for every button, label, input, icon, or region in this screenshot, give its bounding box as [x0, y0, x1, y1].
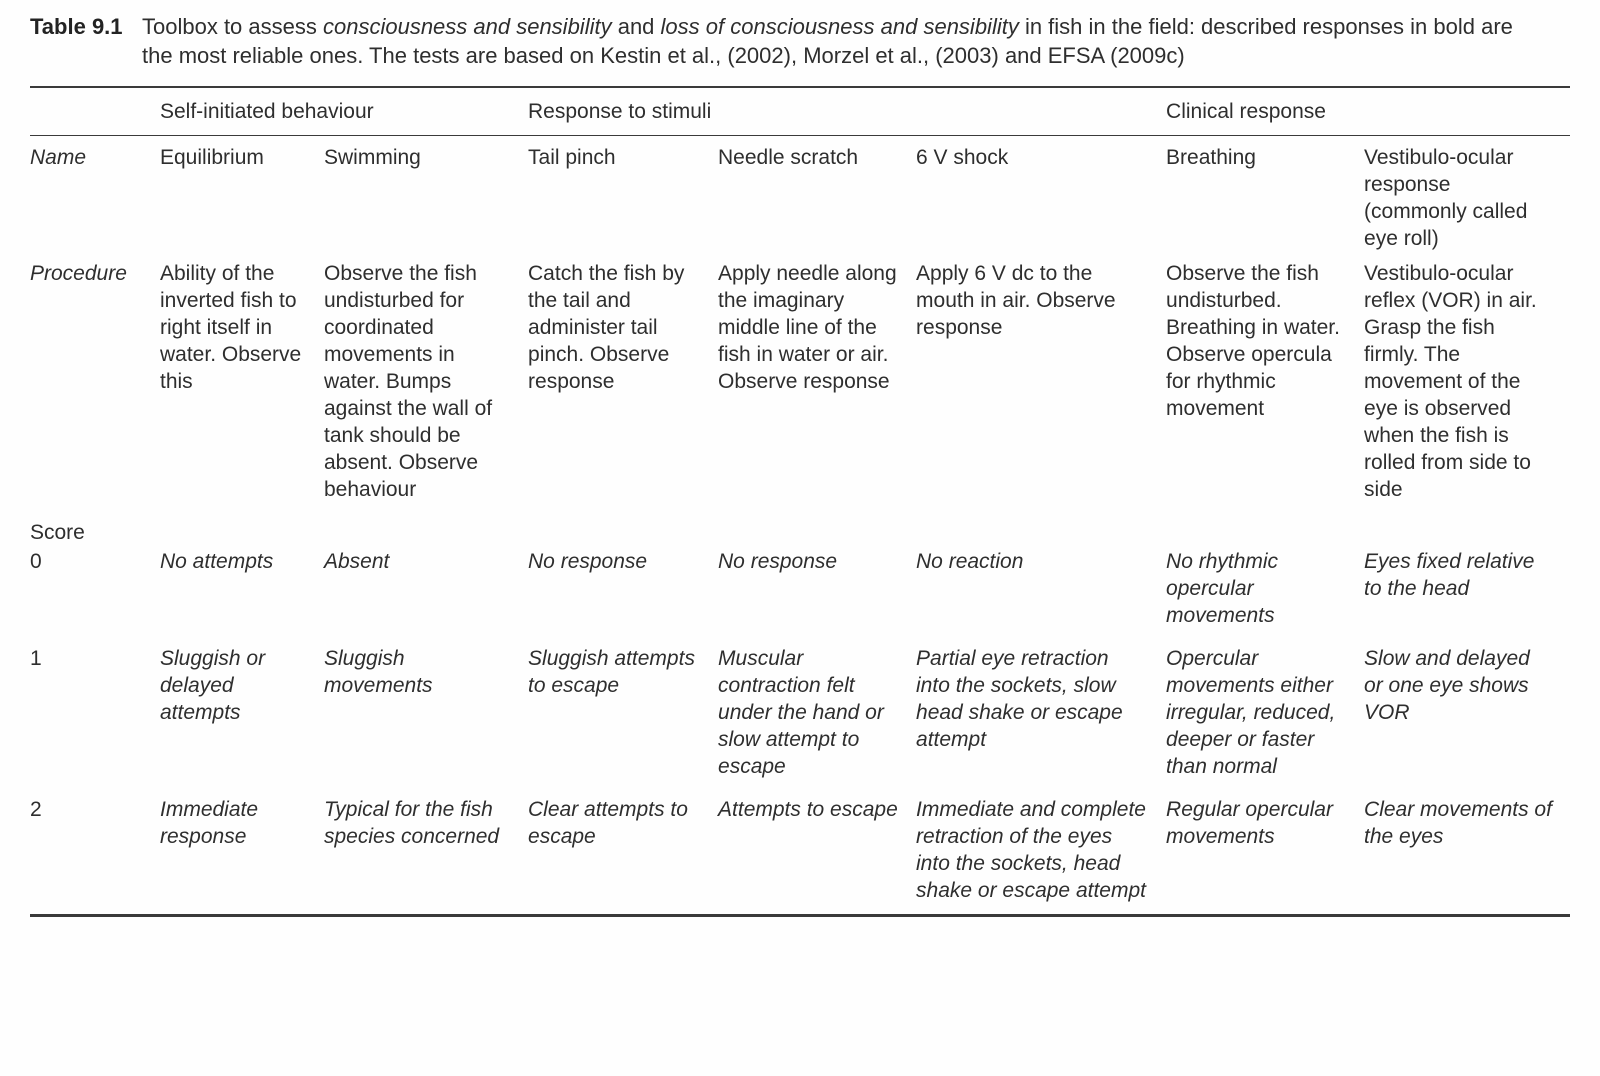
col-header-vestibulo-ocular: Vestibulo-ocular response (commonly called eye roll) — [1364, 146, 1528, 250]
score-2-label: 2 — [30, 798, 42, 821]
score-1-breathing: Opercular movements either irregular, reduced, deeper or faster than normal — [1166, 647, 1336, 778]
score-2-tail-pinch: Clear attempts to escape — [528, 798, 688, 848]
score-1-vestibulo-ocular: Slow and delayed or one eye shows VOR — [1364, 647, 1530, 724]
caption-italic-2: loss of consciousness and sensibility — [660, 14, 1019, 39]
col-header-swimming: Swimming — [324, 146, 421, 169]
score-0-label: 0 — [30, 550, 42, 573]
score-0-vestibulo-ocular: Eyes fixed relative to the head — [1364, 550, 1535, 600]
caption-text — [142, 12, 1547, 70]
table-caption — [30, 12, 1570, 70]
col-header-tail-pinch: Tail pinch — [528, 146, 616, 169]
column-header-row — [30, 136, 1570, 259]
score-0-needle-scratch: No response — [718, 550, 838, 573]
score-2-swimming: Typical for the fish species concerned — [324, 798, 500, 848]
score-0-breathing: No rhythmic opercular movements — [1166, 550, 1279, 627]
procedure-breathing: Observe the fish undisturbed. Breathing in water. Observe opercula for rhythmic movement — [1166, 262, 1340, 420]
score-0-swimming: Absent — [324, 550, 390, 573]
row-label-score: Score — [30, 521, 85, 544]
score-1-swimming: Sluggish movements — [324, 647, 433, 697]
score-2-breathing: Regular opercular movements — [1166, 798, 1333, 848]
procedure-vestibulo-ocular: Vestibulo-ocular reflex (VOR) in air. Grasp the fish firmly. The movement of the eye is observed when the fish is rolled from side to side — [1364, 262, 1537, 501]
score-1-6v-shock: Partial eye retraction into the sockets, slow head shake or escape attempt — [916, 647, 1123, 751]
score-1-tail-pinch: Sluggish attempts to escape — [528, 647, 695, 697]
score-row-2 — [30, 796, 1570, 916]
score-1-needle-scratch: Muscular contraction felt under the hand or slow attempt to escape — [718, 647, 884, 778]
caption-part-1: Toolbox to assess — [142, 14, 323, 39]
score-0-6v-shock: No reaction — [916, 550, 1024, 573]
score-row-1 — [30, 645, 1570, 796]
caption-part-3: in fish in the field: described responses in bold are the most reliable ones. The tests are based on Kestin et al., (2002), Morzel et al., (2003) and EFSA (2009c) — [142, 14, 1513, 68]
col-header-equilibrium: Equilibrium — [160, 146, 264, 169]
col-header-6v-shock: 6 V shock — [916, 146, 1009, 169]
score-2-equilibrium: Immediate response — [160, 798, 259, 848]
score-1-equilibrium: Sluggish or delayed attempts — [160, 647, 266, 724]
group-header-self-initiated-behaviour: Self-initiated behaviour — [160, 87, 528, 136]
group-header-stub — [30, 87, 160, 136]
score-1-label: 1 — [30, 647, 42, 670]
score-2-needle-scratch: Attempts to escape — [718, 798, 898, 821]
col-header-needle-scratch: Needle scratch — [718, 146, 859, 169]
procedure-tail-pinch: Catch the fish by the tail and administer tail pinch. Observe response — [528, 262, 685, 393]
procedure-swimming: Observe the fish undisturbed for coordinated movements in water. Bumps against the wall of tank should be absent. Observe behaviour — [324, 262, 493, 501]
row-label-procedure: Procedure — [30, 262, 127, 285]
score-label-row — [30, 519, 1570, 548]
col-header-breathing: Breathing — [1166, 146, 1256, 169]
score-2-6v-shock: Immediate and complete retraction of the eyes into the sockets, head shake or escape attempt — [916, 798, 1146, 902]
row-label-name: Name — [30, 146, 87, 169]
procedure-needle-scratch: Apply needle along the imaginary middle line of the fish in water or air. Observe response — [718, 262, 897, 393]
procedure-6v-shock: Apply 6 V dc to the mouth in air. Observe response — [916, 262, 1116, 339]
group-header-row — [30, 87, 1570, 136]
score-0-equilibrium: No attempts — [160, 550, 274, 573]
table-number: Table 9.1 — [30, 14, 123, 39]
procedure-row — [30, 258, 1570, 519]
score-row-0 — [30, 548, 1570, 645]
procedure-equilibrium: Ability of the inverted fish to right itself in water. Observe this — [160, 262, 302, 393]
score-label-filler — [160, 519, 1570, 548]
group-header-response-to-stimuli: Response to stimuli — [528, 87, 1166, 136]
score-0-tail-pinch: No response — [528, 550, 648, 573]
group-header-clinical-response: Clinical response — [1166, 87, 1570, 136]
caption-part-2: and — [611, 14, 661, 39]
caption-italic-1: consciousness and sensibility — [322, 14, 612, 39]
score-2-vestibulo-ocular: Clear movements of the eyes — [1364, 798, 1552, 848]
toolbox-table — [30, 86, 1570, 917]
